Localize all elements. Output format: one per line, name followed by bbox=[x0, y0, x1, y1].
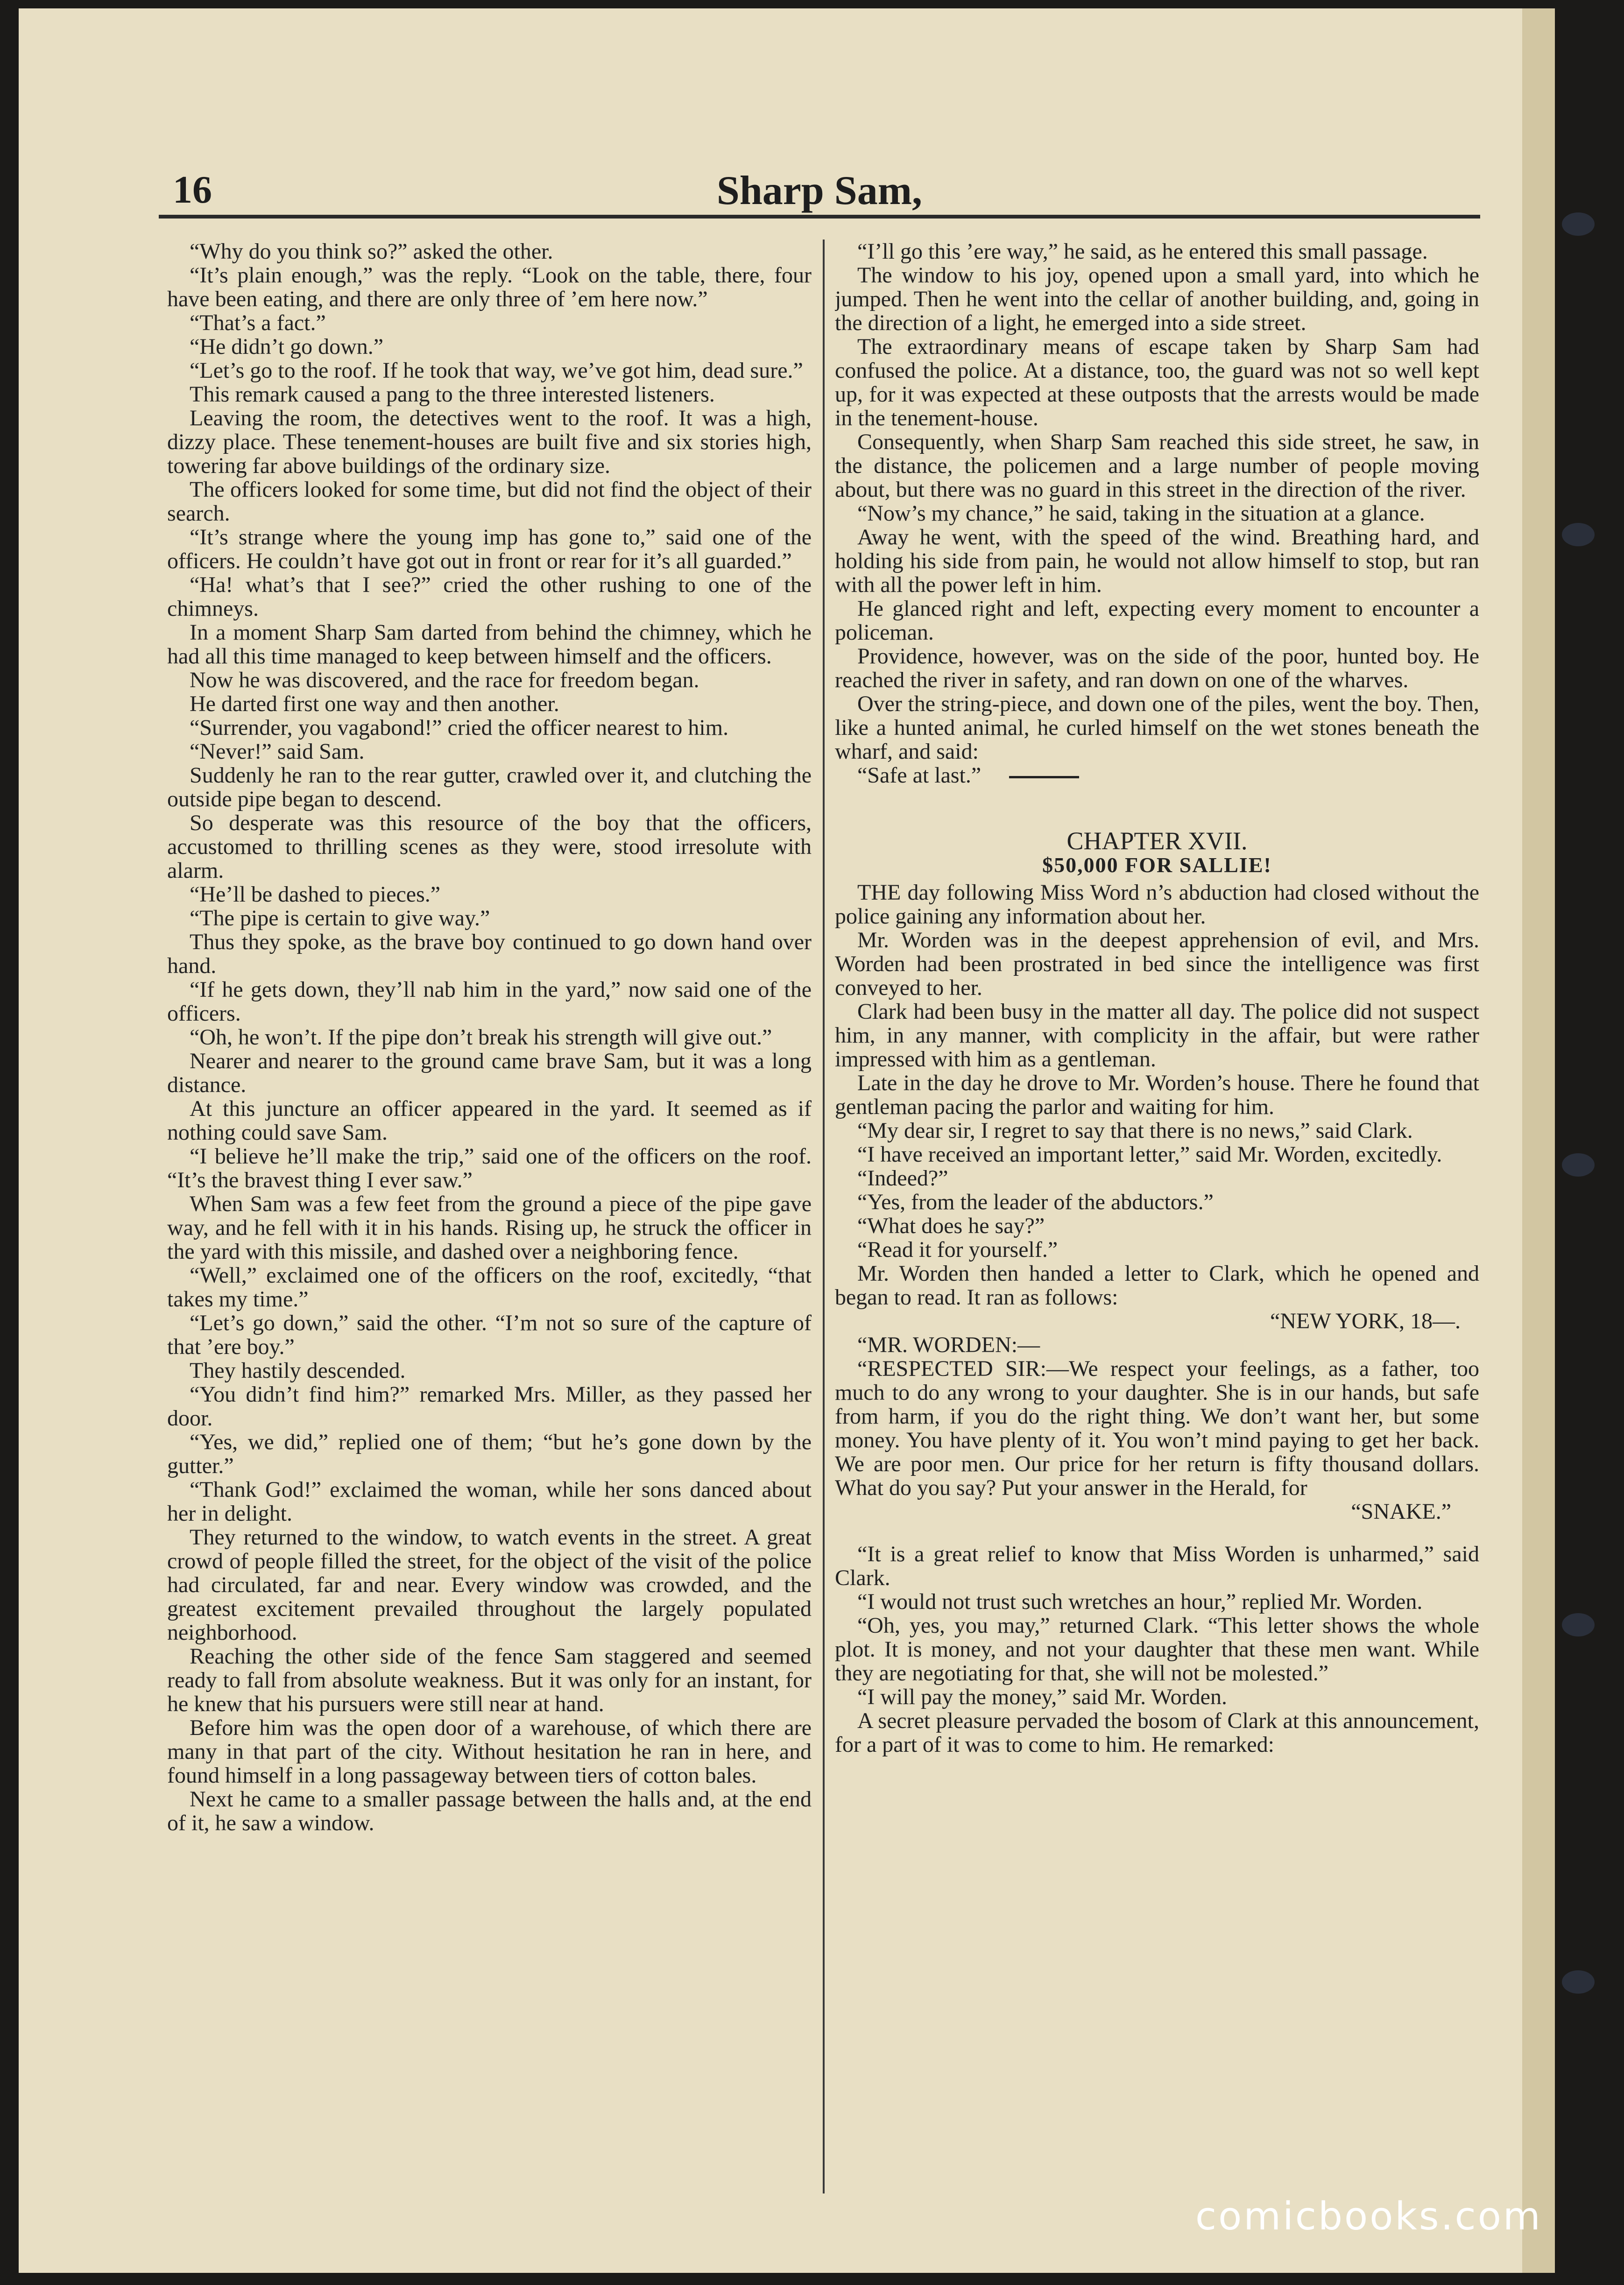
paragraph: THE day following Miss Word n’s abduction had closed without the police gaining any information about her. bbox=[835, 880, 1479, 929]
paragraph: “I believe he’ll make the trip,” said one of the officers on the roof. “It’s the bravest thing I ever saw.” bbox=[167, 1144, 812, 1192]
paragraph: “I’ll go this ’ere way,” he said, as he entered this small passage. bbox=[857, 240, 1428, 264]
paragraph: The extraordinary means of escape taken by Sharp Sam had confused the police. At a distance, too, the guard was not so well kept up, for it was expected at these outposts that the arrests would be made in the tenement-house. bbox=[835, 334, 1479, 430]
paragraph: Providence, however, was on the side of the poor, hunted boy. He reached the river in safety, and ran down on one of the wharves. bbox=[835, 644, 1479, 692]
paragraph: They returned to the window, to watch events in the street. A great crowd of people filled the street, for the object of the visit of the police had circulated, far and near. Every window was crowded, and the greatest excitement prevailed throughout the largely populated neighborhood. bbox=[167, 1525, 812, 1645]
paragraph: Clark had been busy in the matter all day. The police did not suspect him, in any manner, with complicity in the affair, but were rather impressed with him as a gentleman. bbox=[835, 999, 1479, 1072]
paragraph: “Never!” said Sam. bbox=[190, 739, 365, 764]
paragraph: “The pipe is certain to give way.” bbox=[190, 906, 490, 931]
paragraph: “He’ll be dashed to pieces.” bbox=[190, 882, 441, 907]
paragraph: They hastily descended. bbox=[190, 1358, 406, 1383]
paragraph: The officers looked for some time, but did not find the object of their search. bbox=[167, 477, 812, 526]
header-rule bbox=[159, 215, 1480, 219]
paragraph: “Oh, he won’t. If the pipe don’t break his strength will give out.” bbox=[190, 1025, 772, 1050]
paragraph: “That’s a fact.” bbox=[190, 310, 326, 335]
left-column bbox=[167, 240, 812, 2191]
paragraph: “If he gets down, they’ll nab him in the yard,” now said one of the officers. bbox=[167, 977, 812, 1026]
paragraph: “My dear sir, I regret to say that there is no news,” said Clark. bbox=[857, 1118, 1413, 1143]
safe-at-last-line bbox=[835, 763, 1479, 787]
letter-salutation: “MR. WORDEN:— bbox=[857, 1333, 1040, 1357]
paragraph: “Now’s my chance,” he said, taking in the situation at a glance. bbox=[857, 501, 1425, 526]
staple-hole bbox=[1562, 1970, 1595, 1994]
running-title: Sharp Sam, bbox=[716, 168, 923, 213]
paragraph-text: “Safe at last.” bbox=[857, 763, 981, 788]
book-page bbox=[19, 8, 1555, 2273]
paragraph: “It is a great relief to know that Miss Worden is unharmed,” said Clark. bbox=[835, 1542, 1479, 1590]
paragraph: Before him was the open door of a warehouse, of which there are many in that part of the city. Without hesitation he ran in here, and found himself in a long passageway between tiers of cotton bales. bbox=[167, 1715, 812, 1788]
page-header bbox=[159, 158, 1480, 214]
paragraph: “Read it for yourself.” bbox=[857, 1237, 1058, 1262]
paragraph: Now he was discovered, and the race for freedom began. bbox=[190, 668, 699, 692]
paragraph: “Yes, from the leader of the abductors.” bbox=[857, 1190, 1214, 1214]
paragraph: Nearer and nearer to the ground came brave Sam, but it was a long distance. bbox=[167, 1049, 812, 1097]
paragraph: “I would not trust such wretches an hour,” replied Mr. Worden. bbox=[857, 1589, 1423, 1614]
paragraph: Away he went, with the speed of the wind. Breathing hard, and holding his side from pain, he would not allow himself to stop, but ran with all the power left in him. bbox=[835, 525, 1479, 597]
paragraph: “I have received an important letter,” said Mr. Worden, excitedly. bbox=[857, 1142, 1442, 1167]
paragraph: Thus they spoke, as the brave boy continued to go down hand over hand. bbox=[167, 930, 812, 978]
paragraph: “Why do you think so?” asked the other. bbox=[190, 240, 553, 264]
paragraph: “Surrender, you vagabond!” cried the officer nearest to him. bbox=[190, 715, 729, 740]
letter-body: “RESPECTED SIR:—We respect your feelings, as a father, too much to do any wrong to your daughter. She is in our hands, but safe from harm, if you do the right thing. We don’t want her, but some money. You have plenty of it. You won’t mind paying to get her back. We are poor men. Our price for her return is fifty thousand dollars. What do you say? Put your answer in the Herald, for bbox=[835, 1356, 1479, 1500]
paragraph: Mr. Worden then handed a letter to Clark, which he opened and began to read. It ran as follows: bbox=[835, 1261, 1479, 1310]
paragraph: “Oh, yes, you may,” returned Clark. “This letter shows the whole plot. It is money, and not your daughter that these men want. While they are negotiating for that, she will not be molested.” bbox=[835, 1613, 1479, 1686]
chapter-heading: CHAPTER XVII. bbox=[1066, 827, 1248, 855]
paragraph: “I will pay the money,” said Mr. Worden. bbox=[857, 1685, 1227, 1709]
paragraph: Over the string-piece, and down one of the piles, went the boy. Then, like a hunted animal, he curled himself on the wet stones beneath the wharf, and said: bbox=[835, 691, 1479, 764]
column-divider bbox=[823, 240, 825, 2193]
spacer bbox=[835, 1523, 1479, 1542]
paragraph: “Yes, we did,” replied one of them; “but he’s gone down by the gutter.” bbox=[167, 1430, 812, 1478]
paragraph: Reaching the other side of the fence Sam staggered and seemed ready to fall from absolute weakness. But it was only for an instant, for he knew that his pursuers were still near at hand. bbox=[167, 1644, 812, 1716]
paragraph: The window to his joy, opened upon a small yard, into which he jumped. Then he went into the cellar of another building, and, going in the direction of a light, he emerged into a side street. bbox=[835, 263, 1479, 335]
page-number: 16 bbox=[173, 168, 212, 212]
paragraph: “Ha! what’s that I see?” cried the other rushing to one of the chimneys. bbox=[167, 572, 812, 621]
paragraph: “Indeed?” bbox=[857, 1166, 948, 1191]
paragraph: “You didn’t find him?” remarked Mrs. Miller, as they passed her door. bbox=[167, 1382, 812, 1431]
paragraph: “He didn’t go down.” bbox=[190, 334, 384, 359]
paragraph: Next he came to a smaller passage between the halls and, at the end of it, he saw a window. bbox=[167, 1787, 812, 1835]
paragraph: Leaving the room, the detectives went to the roof. It was a high, dizzy place. These tenement-houses are built five and six stories high, towering far above buildings of the ordinary size. bbox=[167, 406, 812, 478]
right-column bbox=[835, 240, 1479, 2191]
letter-dateline: “NEW YORK, 18—. bbox=[1270, 1309, 1461, 1333]
paragraph: “Let’s go down,” said the other. “I’m not so sure of the capture of that ’ere boy.” bbox=[167, 1311, 812, 1359]
letter-signature: “SNAKE.” bbox=[1351, 1499, 1451, 1524]
section-rule bbox=[1009, 776, 1079, 778]
paragraph: Consequently, when Sharp Sam reached this side street, he saw, in the distance, the policemen and a large number of people moving about, but there was no guard in this street in the direction of the river. bbox=[835, 430, 1479, 502]
paragraph: Late in the day he drove to Mr. Worden’s house. There he found that gentleman pacing the parlor and waiting for him. bbox=[835, 1071, 1479, 1119]
paragraph: “It’s plain enough,” was the reply. “Look on the table, there, four have been eating, and there are only three of ’em here now.” bbox=[167, 263, 812, 311]
paragraph: He darted first one way and then another. bbox=[190, 691, 559, 716]
paragraph: When Sam was a few feet from the ground a piece of the pipe gave way, and he fell with it in his hands. Rising up, he struck the officer in the yard with this missile, and dashed over a neighboring fence. bbox=[167, 1192, 812, 1264]
paragraph: “What does he say?” bbox=[857, 1213, 1045, 1238]
paragraph: He glanced right and left, expecting every moment to encounter a policeman. bbox=[835, 596, 1479, 645]
staple-hole bbox=[1562, 212, 1595, 236]
paragraph: “Let’s go to the roof. If he took that way, we’ve got him, dead sure.” bbox=[190, 358, 803, 383]
paragraph: This remark caused a pang to the three interested listeners. bbox=[190, 382, 715, 407]
paragraph: At this juncture an officer appeared in the yard. It seemed as if nothing could save Sam. bbox=[167, 1096, 812, 1145]
paragraph: “It’s strange where the young imp has gone to,” said one of the officers. He couldn’t have got out in front or rear for it’s all guarded.” bbox=[167, 525, 812, 573]
watermark: comicbooks.com bbox=[1195, 2194, 1542, 2239]
chapter-subtitle: $50,000 FOR SALLIE! bbox=[1042, 853, 1272, 877]
staple-hole bbox=[1562, 523, 1595, 546]
paragraph: In a moment Sharp Sam darted from behind the chimney, which he had all this time managed to keep between himself and the officers. bbox=[167, 620, 812, 669]
paragraph: A secret pleasure pervaded the bosom of Clark at this announcement, for a part of it was to come to him. He remarked: bbox=[835, 1708, 1479, 1757]
paragraph: “Thank God!” exclaimed the woman, while her sons danced about her in delight. bbox=[167, 1477, 812, 1526]
paragraph: So desperate was this resource of the boy that the officers, accustomed to thrilling scenes as they were, stood irresolute with alarm. bbox=[167, 811, 812, 883]
staple-hole bbox=[1562, 1613, 1595, 1636]
paragraph: “Well,” exclaimed one of the officers on the roof, excitedly, “that takes my time.” bbox=[167, 1263, 812, 1312]
paragraph: Suddenly he ran to the rear gutter, crawled over it, and clutching the outside pipe began to descend. bbox=[167, 763, 812, 811]
paragraph: Mr. Worden was in the deepest apprehension of evil, and Mrs. Worden had been prostrated in bed since the intelligence was first conveyed to her. bbox=[835, 928, 1479, 1000]
staple-hole bbox=[1562, 1153, 1595, 1177]
